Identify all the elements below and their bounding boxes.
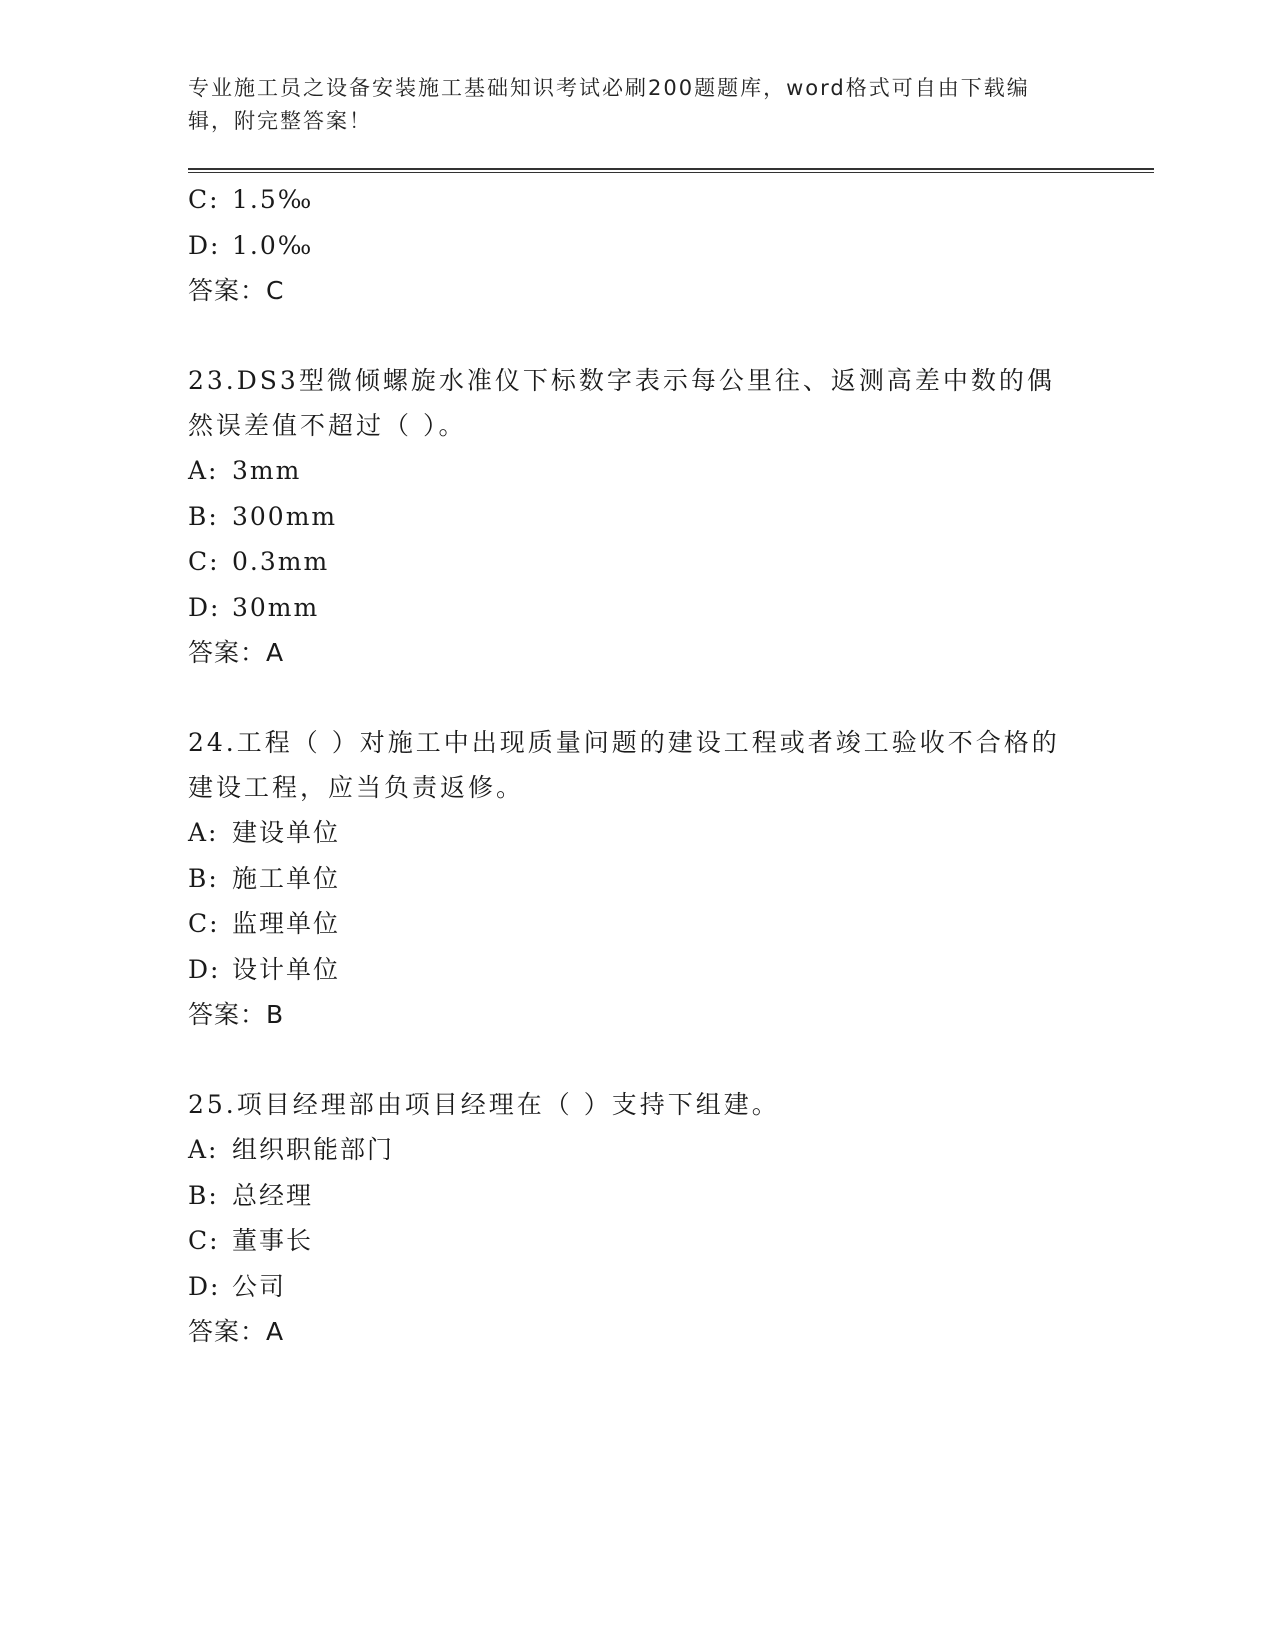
document-page <box>188 72 1148 1354</box>
answer-line: 答案：A <box>188 638 285 667</box>
option-a: A: 建设单位 <box>188 818 341 847</box>
question-text: 25.项目经理部由项目经理在（ ）支持下组建。 <box>188 1090 780 1119</box>
option-c: C: 董事长 <box>188 1226 314 1255</box>
option-c: C: 1.5‰ <box>188 185 314 214</box>
question-block-24 <box>188 720 1148 1037</box>
option-d: D: 1.0‰ <box>188 230 314 260</box>
option-b: B: 总经理 <box>188 1180 314 1210</box>
option-a: A: 组织职能部门 <box>188 1135 395 1164</box>
answer-line: 答案：C <box>188 276 285 305</box>
question-text: 23.DS3型微倾螺旋水准仪下标数字表示每公里往、返测高差中数的偶然误差值不超过（ ）。 <box>188 366 1055 440</box>
option-c: C: 监理单位 <box>188 909 341 938</box>
answer-line: 答案：A <box>188 1317 285 1346</box>
question-text: 24.工程（ ）对施工中出现质量问题的建设工程或者竣工验收不合格的建设工程，应当负责返修。 <box>188 728 1060 802</box>
option-d: D: 30mm <box>188 592 320 622</box>
option-c: C: 0.3mm <box>188 547 330 576</box>
answer-line: 答案：B <box>188 1000 285 1029</box>
question-block-22 <box>188 177 1148 313</box>
option-a: A: 3mm <box>188 456 302 485</box>
question-block-25 <box>188 1082 1148 1354</box>
option-b: B: 施工单位 <box>188 863 341 893</box>
option-d: D: 设计单位 <box>188 954 341 984</box>
document-header: 专业施工员之设备安装施工基础知识考试必刷200题题库，word格式可自由下载编辑，附完整答案！ <box>188 76 1030 133</box>
option-d: D: 公司 <box>188 1271 287 1301</box>
header-divider <box>188 168 1154 173</box>
question-block-23 <box>188 358 1148 675</box>
option-b: B: 300mm <box>188 501 338 531</box>
